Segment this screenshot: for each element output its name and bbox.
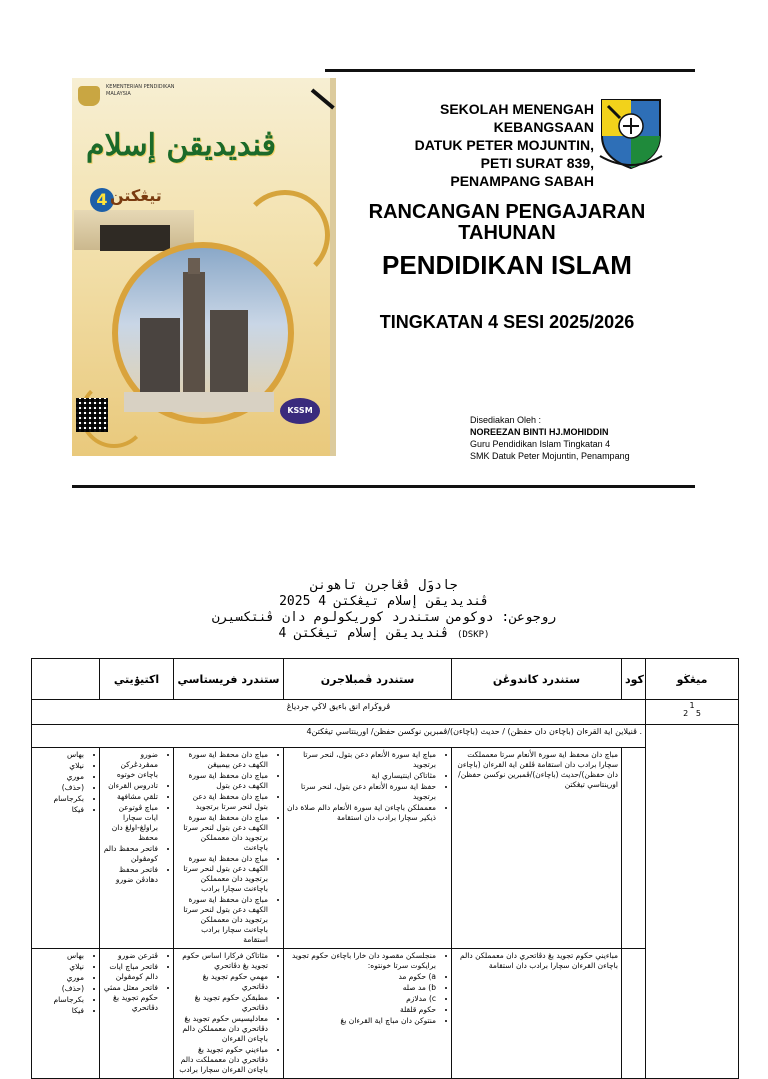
clock-tower-spire <box>188 258 200 274</box>
list-item: • مباچ دان محفظ اية دعن بتول لنحر سرتا برتجويد <box>177 792 268 812</box>
school-crest-icon <box>596 96 666 170</box>
list-item: • مباچ اية سورة الأنعام دعن بتول، لنحر سرتا برتجويد <box>287 750 436 770</box>
success-std-cell <box>174 748 284 949</box>
book-title: ڤنديديقن إسلام <box>86 128 276 163</box>
list-item: • a) حكوم مد <box>287 972 436 982</box>
doc-title-text: ڤنديديقن إسلام تيڠكتن 4 <box>278 626 450 641</box>
list-item: • تلقي مشافهة <box>103 792 158 802</box>
list-item: • حكوم قلقلة <box>287 1005 436 1015</box>
list-item: • مباچ دان محفظ اية سورة الكهف دعن بتول لنحر سرتا برتجويد دان معمملكن باچاءنث سچارا برادب <box>177 854 268 894</box>
list-item: • موري <box>35 973 84 983</box>
list-item: • فيكا <box>35 805 84 815</box>
prepared-role: Guru Pendidikan Islam Tingkatan 4 <box>470 439 611 449</box>
form-session: TINGKATAN 4 SESI 2025/2026 <box>379 312 635 332</box>
list-item: • مهمي حكوم تجويد بڠ دڤاتحري <box>177 972 268 992</box>
list-item: • c) مدلازم <box>287 994 436 1004</box>
prepared-label: Disediakan Oleh : <box>470 415 542 425</box>
school-line: PENAMPANG SABAH <box>450 173 594 189</box>
list-item: • b) مد صله <box>287 983 436 993</box>
list-item: • نيلاي <box>35 962 84 972</box>
standard-cell: . ڤنيلاين اية القرءان (باچاءن دان حفظن) / حديث (باچاءن)/ڤمبرين نوكسن حفظن/ اورينتاسي تيڠكتن4 <box>32 725 646 748</box>
code-cell <box>622 949 646 1079</box>
ministry-crest-icon <box>78 86 100 106</box>
notes-cell <box>32 949 100 1079</box>
school-line: SEKOLAH MENENGAH KEBANGSAAN <box>439 101 594 135</box>
document-title <box>100 578 668 643</box>
kaaba-art <box>100 225 170 251</box>
list-item: • فاتحر محفظ دهادڤن ضورو <box>103 865 158 885</box>
list-item: • فيكا <box>35 1006 84 1016</box>
header-content-std: ستندرد كاندوڠن <box>452 659 622 700</box>
list-item: • فاتحر مباچ ايات دالم كومڤولن <box>103 962 158 982</box>
success-std-cell <box>174 949 284 1079</box>
program-cell: ڤروڬرام انق باءيق لاڬي جردياڠ <box>32 700 646 725</box>
activity-cell <box>100 949 174 1079</box>
list-item: • مباچ ڤوتوعن ايات سچارا براولڠ-اولڠ دان محفظ <box>103 803 158 843</box>
kssm-badge: KSSM <box>280 398 320 424</box>
list-item: • معمملكن باچاءن اية سورة الأنعام دالم صلاة دان ذيكير سچارا برادب دان استقامة <box>287 803 436 823</box>
week-number-cell: 1 2 5 <box>646 700 739 725</box>
list-item: • فاتحر محفظ دالم كومڤولن <box>103 844 158 864</box>
list-item: • منتوكن دان مباچ اية القرءان بڠ <box>287 1016 436 1026</box>
doc-title-code: (DSKP) <box>456 630 490 640</box>
book-spine-edge <box>330 78 336 456</box>
plan-title <box>344 202 670 244</box>
learning-std-cell <box>284 949 452 1079</box>
top-rule-divider <box>325 69 695 72</box>
book-subtitle: تيڠكتن <box>110 186 162 205</box>
program-row <box>32 700 739 725</box>
list-item: • مباچ دان محفظ اية سورة الكهف دعن بيمبيڠن <box>177 750 268 770</box>
learning-std-cell <box>284 748 452 949</box>
content-std-cell: مباءيني حكوم تجويد بڠ دڤاتحري دان معمملكن دالم باچاءن القرءان سچارا برادب دان استقامة <box>452 949 622 1079</box>
header-week: ميڠڬو <box>646 659 739 700</box>
school-line: PETI SURAT 839, <box>480 155 594 171</box>
table-row <box>32 949 739 1079</box>
list-item: • ضورو ممڤردڠركن باچاءن خوتوه <box>103 750 158 780</box>
book-number-badge: 4 <box>90 188 114 212</box>
table-row <box>32 748 739 949</box>
school-address <box>360 100 594 190</box>
list-item: • (حذف) <box>35 783 84 793</box>
doc-title-line <box>100 626 668 643</box>
code-cell <box>622 748 646 949</box>
subject-title: PENDIDIKAN ISLAM <box>382 250 632 280</box>
building-art <box>140 318 180 396</box>
list-item: • بكرجاسام <box>35 995 84 1005</box>
notes-cell <box>32 748 100 949</box>
list-item: • بهاس <box>35 951 84 961</box>
list-item: • فاتحر معثل ممثي حكوم تجويد بڠ دڤاتحري <box>103 983 158 1013</box>
plan-table <box>31 658 739 1079</box>
list-item: • تادروس القرءان <box>103 781 158 791</box>
header-code: كود <box>622 659 646 700</box>
header-learning-std: ستندرد ڤمبلاجرن <box>284 659 452 700</box>
prepared-school: SMK Datuk Peter Mojuntin, Penampang <box>470 451 630 461</box>
list-item: • موري <box>35 772 84 782</box>
doc-title-line: روجوعن: دوكومن ستندرد كوريكولوم دان ڤنتكسيرن <box>211 610 557 625</box>
list-item: • (حذف) <box>35 984 84 994</box>
list-item: • مطبقكن حكوم تجويد بڠ دڤاتحري <box>177 993 268 1013</box>
clock-tower-art <box>183 272 205 392</box>
activity-cell <box>100 748 174 949</box>
list-item: • مباءيني حكوم تجويد بڠ دڤاتحري دان معمملكت دالم باچاءن القرءان سچارا برادب <box>177 1045 268 1075</box>
bottom-rule-divider <box>72 485 695 488</box>
list-item: • مثاتاكن اينتيساري اية <box>287 771 436 781</box>
list-item: • بهاس <box>35 750 84 760</box>
qr-code-icon <box>76 398 108 432</box>
prepared-by <box>470 414 630 462</box>
plan-title-line: TAHUNAN <box>458 222 556 244</box>
header-notes <box>32 659 100 700</box>
week-cell <box>646 725 739 1079</box>
list-item: • منجلسكن مقصود دان خارا باچاءن حكوم تجويد برايكوت سرتا خونتوه: <box>287 951 436 971</box>
table-header-row <box>32 659 739 700</box>
standard-row <box>32 725 739 748</box>
list-item: • مباچ دان محفظ اية سورة الكهف دعن بتول لنحر سرتا برتجويد دان معمملكن باچاءنث سچارا برادب استقامة <box>177 895 268 945</box>
plan-title-line: RANCANGAN PENGAJARAN <box>368 201 646 223</box>
list-item: • مباچ دان محفظ اية سورة الكهف دعن بتول <box>177 771 268 791</box>
list-item: • بكرجاسام <box>35 794 84 804</box>
list-item: • معادليسيس حكوم تجويد بڠ دڤاتحري دان معمملكن دالم باچاءن القرءان <box>177 1014 268 1044</box>
doc-title-line: جادوَل ڤڠاجرن تاهونن <box>310 578 458 593</box>
header-activity: اكتيۏيتي <box>100 659 174 700</box>
list-item: • حفظ اية سورة الأنعام دعن بتول، لنحر سرتا برتجويد <box>287 782 436 802</box>
list-item: • مباچ دان محفظ اية سورة الكهف دعن بتول لنحر سرتا برتجويد دان معمملكن باچاءنث <box>177 813 268 853</box>
header-success-std: ستندرد فريستاسي <box>174 659 284 700</box>
ministry-label: KEMENTERIAN PENDIDIKAN MALAYSIA <box>106 84 175 97</box>
content-std-cell: مباچ دان محفظ اية سورة الأنعام سرتا معمملكت سچارا برادب دان استقامة ڤلقن اية القرءان (باچاءن دان حفظن)/حديث (باچاءن)/ڤمبرين نوكسن حفظن/ اورينتاسي تيڠكتن <box>452 748 622 949</box>
list-item: • ڤترعن ضورو <box>103 951 158 961</box>
prepared-name: NOREEZAN BINTI HJ.MOHIDDIN <box>470 427 609 437</box>
building-art <box>210 310 248 396</box>
list-item: • نيلاي <box>35 761 84 771</box>
list-item: • مثاتاكن فركارا اساس حكوم تجويد بڠ دڤاتحري <box>177 951 268 971</box>
doc-title-line: ڤنديديقن إسلام تيڠكتن 4 2025 <box>279 594 489 609</box>
school-line: DATUK PETER MOJUNTIN, <box>414 137 594 153</box>
